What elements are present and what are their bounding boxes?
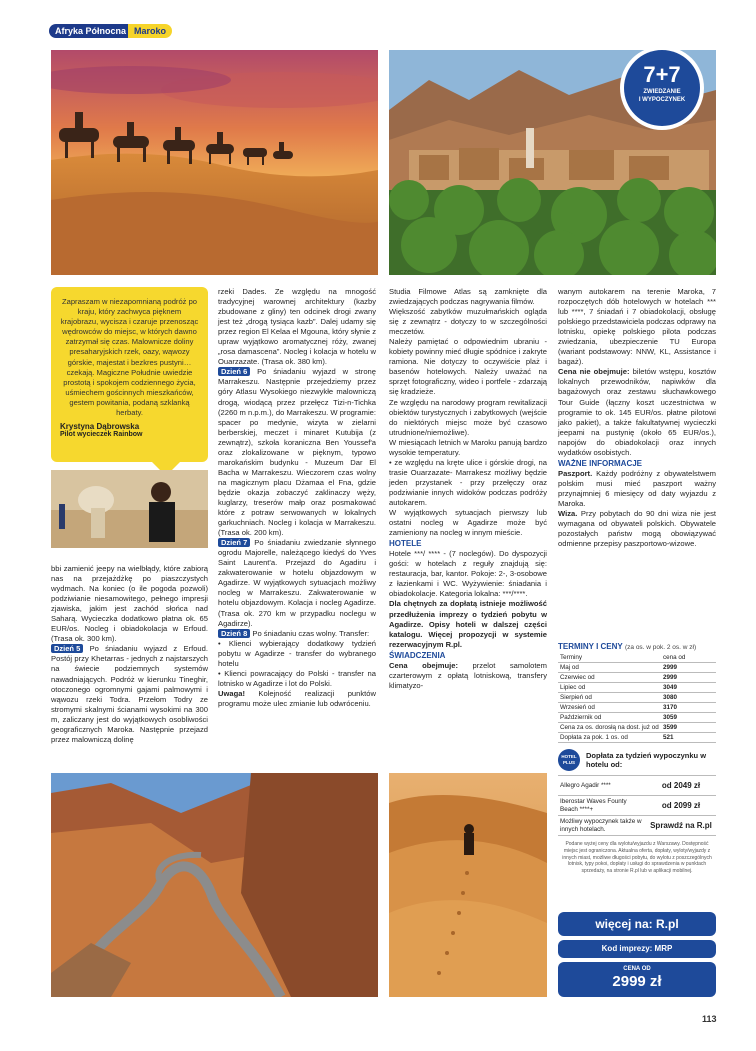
day-7-label: Dzień 7: [218, 538, 250, 547]
table-row: [558, 673, 716, 683]
price-from-box[interactable]: [558, 962, 716, 997]
row-term: Czerwiec od: [558, 673, 661, 683]
table-row: [558, 723, 716, 733]
photo-winding-road: [51, 773, 378, 997]
col2-paragraph-4: Po śniadaniu czas wolny. Transfer:: [252, 628, 370, 638]
price-table-title: TERMINY I CENY (za os. w pok. 2 os. w zł): [558, 642, 697, 651]
uwaga-text: Kolejność realizacji punktów programu może ulec zmianie lub odwróceniu.: [218, 688, 376, 708]
row-price: 3599: [661, 723, 716, 733]
services-heading: ŚWIADCZENIA: [389, 650, 446, 660]
row-term: Październik od: [558, 713, 661, 723]
important-info-heading: WAŻNE INFORMACJE: [558, 458, 642, 468]
day-6-label: Dzień 6: [218, 367, 250, 376]
row-term: Wrzesień od: [558, 703, 661, 713]
price-from-label: CENA OD: [623, 966, 651, 972]
guide-name: Krystyna Dąbrowska: [60, 422, 140, 432]
table-row: [558, 703, 716, 713]
price-table-note: (za os. w pok. 2 os. w zł): [624, 644, 697, 651]
row-price: 2999: [661, 673, 716, 683]
row-term: Dopłata za pok. 1 os. od: [558, 733, 661, 743]
breadcrumb-region[interactable]: Afryka Północna: [49, 24, 130, 38]
hotel-price: od 2099 zł: [661, 801, 701, 811]
table-row: [558, 713, 716, 723]
more-info-button[interactable]: więcej na: R.pl: [558, 912, 716, 936]
guide-quote: [51, 287, 208, 462]
col3-paragraph-5: W miesiącach letnich w Maroku panują bardzo wysokie temperatury.: [389, 437, 547, 457]
extension-header: [558, 749, 716, 776]
hotel-name: Allegro Agadir ****: [560, 781, 611, 789]
row-term: Cena za os. dorosłą na dost. już od: [558, 723, 661, 733]
header-price: cena od: [661, 653, 716, 663]
hotel-price: od 2049 zł: [661, 781, 701, 791]
row-term: Lipiec od: [558, 683, 661, 693]
row-price: 2999: [661, 663, 716, 673]
col3-paragraph-6: • ze względu na kręte ulice i górskie drogi, na trasie Ouarzazate- Marrakesz możliwy będzie jeden przystanek - przy przełęczy oraz podziwianie innych widoków podczas podróży autokarem.: [389, 457, 547, 507]
tour-type-badge: [620, 46, 704, 130]
uwaga-label: Uwaga!: [218, 688, 246, 698]
hotel-row: [558, 796, 716, 816]
row-term: Maj od: [558, 663, 661, 673]
col2-bullet-1: • Klienci wybierający dodatkowy tydzień pobytu w Agadirze - transfer do wybranego hotelu: [218, 638, 376, 668]
price-excludes-label: Cena nie obejmuje:: [558, 367, 630, 377]
tour-code-label: Kod imprezy: MRP: [558, 940, 716, 958]
column-2: [218, 287, 376, 709]
price-excludes-text: biletów wstępu, kosztów lokalnych przewodników, napiwków dla bagażowych oraz zestawu słuchawkowego Tour Guide (łączny koszt uczestnictwa w programie to ok. 145 EUR/os. płatne pilotowi jako pakiet), a także fakultatywnej wycieczki jeepami na pustynię (około 65 EUR/os.), napojów do obiadokolacji oraz innych wydatków osobistych.: [558, 367, 716, 457]
row-term: Sierpień od: [558, 693, 661, 703]
col3-paragraph-3: Należy pamiętać o odpowiednim ubraniu - kobiety powinny mieć długie spódnice i zakryte ramiona. Nie dotyczy to oczywiście plaż i basenów hotelowych. Należy uważać na sprzęt fotograficzny, wideo i portfele - zdarzają się kradzieże.: [389, 337, 547, 397]
col2-paragraph-2: Po śniadaniu wyjazd w stronę Marrakeszu. Następnie przejedziemy przez góry Atlasu Wysokiego niezwykłe malowniczą drogą, wiodącą przez przełęcz Tizi-n-Tichka (2260 m n.p.m.), do Marrakeszu. W programie: spacer po medynie, wizyta w zielarni berberskiej, meczet i minaret Kutubija (z zewnątrz), szkoła koraniczna Ben Youssef'a oraz zlokalizowane w pięknym, typowo marokańskim budynku - Muzeum Dar El Bacha w Marrakeszu. Wieczorem czas wolny na magicznym placu Dżamaa el Fna, gdzie będzie okazja zobaczyć zaklinaczy węży, kuglarzy, treserów małp oraz posmakować które z potraw serwowanych w lokalnych garkuchniach. Nocleg i kolacja w Marrakeszu. (Trasa ok. 200 km).: [218, 367, 376, 538]
col2-paragraph-3: Po śniadaniu zwiedzanie słynnego ogrodu Majorelle, należącego kiedyś do Yves Saint Laurent'a. Przejazd do Agadiru i zakwaterowanie w hotelu objazdowym w Agadirze. W wyjątkowych sytuacjach możliwy nocleg w Marrakeszu. Zakwaterowanie w hotelu objazdowym. Kolacja i nocleg Agadirze. (Trasa ok. 270 km w przypadku noclegu w Agadirze).: [218, 538, 376, 628]
table-row: [558, 693, 716, 703]
column-4: [558, 287, 716, 549]
extension-title: Dopłata za tydzień wypoczynku w hotelu od:: [586, 751, 707, 770]
col3-paragraph-1: Studia Filmowe Atlas są zamknięte dla zwiedzających podczas nagrywania filmów.: [389, 287, 547, 307]
row-price: 521: [661, 733, 716, 743]
col3-paragraph-2: Większość zabytków muzułmańskich ogląda się z zewnątrz - dotyczy to w szczególności meczetów.: [389, 307, 547, 337]
day-8-label: Dzień 8: [218, 629, 250, 638]
row-price: 3080: [661, 693, 716, 703]
passport-label: Paszport.: [558, 468, 593, 478]
header-term: Terminy: [558, 653, 661, 663]
col3-paragraph-8: Hotele ***/ **** - (7 noclegów). Do dyspozycji gości: w hotelach z reguły znajdują się: restauracja, bar, kantor. Pokoje: 2-, 3-osobowe z łazienkami i WC. Wyżywienie: śniadania i obiadokolacje. Kategoria lokalna: ***/****.: [389, 549, 547, 599]
col4-paragraph-1: wanym autokarem na terenie Maroka, 7 rozpoczętych dób hotelowych w hotelach *** lub ****, 7 śniadań i 7 obiadokolacji, obsługę polskiego przedstawiciela podczas odprawy na lotnisku, opiekę polskiego pilota podczas zwiedzania, ubezpieczenie TU Europa (wariant podstawowy: NNW, KL, Assistance i bagaż).: [558, 287, 716, 367]
col1-paragraph-2: Po śniadaniu wyjazd z Erfoud. Postój przy Khetarras - jednych z najstarszych na świecie podziemnych systemów nawadniających. Podróż w kierunku Tineghir, otoczonego ogromnymi gajami palmowymi i wąwozu rzeki Todra. Przełom Todry ze stromymi skalnymi ścianami wysokimi na 300 m, zaliczany jest do wyjątkowych osobliwości geograficznych Maroka. Następnie przejazd przez malowniczą dolinę: [51, 644, 208, 744]
col1-paragraph-1: bbi zamienić jeepy na wielbłądy, które zabiorą nas na przejażdżkę po piaszczystych wydmach. Na koniec (o ile pogoda pozwoli) podziwianie niesamowitego, pełnego impresji zjawiska, jakim jest zachód słońca nad Saharą. Wycieczka dodatkowo płatna ok. 65 EUR/os. Nocleg i obiadokolacja w Erfoud. (Trasa ok. 300 km).: [51, 564, 208, 644]
price-includes-label: Cena obejmuje:: [389, 660, 458, 670]
row-price: 3059: [661, 713, 716, 723]
visa-label: Wiza.: [558, 509, 578, 519]
hotel-row: [558, 776, 716, 796]
column-1: [51, 564, 208, 745]
badge-small-1: ZWIEDZANIE: [643, 89, 681, 95]
breadcrumb-country[interactable]: Maroko: [128, 24, 172, 38]
photo-guide-with-camel: [51, 470, 208, 548]
price-table: [558, 642, 716, 875]
row-price: 3170: [661, 703, 716, 713]
col2-bullet-2: • Klienci powracający do Polski - transfer na lotnisko w Agadirze i lot do Polski.: [218, 668, 376, 688]
visa-text: Przy pobytach do 90 dni wiza nie jest wymagana od obywateli polskich. Obywatele pozostałych państw mogą obowiązywać odmienne przepisy paszportowo-wizowe.: [558, 509, 716, 549]
col3-paragraph-7: W wyjątkowych sytuacjach pierwszy lub ostatni nocleg w Agadirze może być zamieniony na nocleg w innym mieście.: [389, 508, 547, 538]
photo-camel-caravan: [51, 50, 378, 275]
hotel-plus-badge: HOTEL PLUS: [558, 749, 580, 771]
badge-small-2: I WYPOCZYNEK: [638, 97, 686, 103]
hotel-name: Możliwy wypoczynek także w innych hotelach.: [560, 817, 642, 833]
day-5-label: Dzień 5: [51, 644, 83, 653]
price-rows: [558, 653, 716, 743]
hotel-name: Iberostar Waves Founty Beach ****+: [560, 797, 627, 813]
photo-desert-walker: [389, 773, 547, 997]
passport-text: Każdy podróżny z obywatelstwem polskim musi mieć paszport ważny przynajmniej 6 miesięcy od daty wyjazdu z Maroka.: [558, 468, 716, 508]
hotel-row: [558, 816, 716, 836]
badge-big: 7+7: [643, 62, 681, 87]
guide-role: Pilot wycieczek Rainbow: [60, 431, 143, 439]
hotels-heading: HOTELE: [389, 539, 422, 549]
quote-text: Zapraszam w niezapomnianą podróż po kraju, który zachwyca pięknem krajobrazu, wycisza i czaruje przenosząc wędrowców do miejsc, w których dawno zatrzymał się czas. Malownicze doliny presaharyjskich rzek, oazy, wąwozy górskie, majestat i bezkres pustyni… czekają. Magiczne Południe uwiedzie prostotą i spokojem codziennego życia, uśmiechem gościnnych mieszkańców, gestem powitania, podaną szklanką herbaty.: [60, 297, 199, 418]
price-from-value: 2999 zł: [612, 973, 662, 990]
page-number: 113: [702, 1014, 717, 1024]
col2-paragraph-1: rzeki Dades. Ze względu na mnogość tradycyjnej warownej architektury (kazby zbudowane z gliny) ten odcinek drogi zwany jest też „drogą tysiąca kazb”. Dalej udamy się przez region El Kelaa el Mgouna, który słynie z upraw wyjątkowo aromatycznej róży, zwanej „rosa damascena”. Nocleg i kolacja w hotelu w Ouarzazate. (Trasa ok. 380 km).: [218, 287, 376, 367]
col3-paragraph-4: Ze względu na narodowy program rewitalizacji obiektów turystycznych i zabytkowych (wejście do niektórych miejsc może być czasowo utrudnione/niemożliwe).: [389, 397, 547, 437]
col3-extension-note: Dla chętnych za dopłatą istnieje możliwość przedłużenia imprezy o tydzień pobytu w Agadirze. Opisy hoteli w dalszej części katalogu. Więcej propozycji w systemie rezerwacyjnym R.pl.: [389, 599, 547, 649]
column-3: [389, 287, 547, 691]
price-footnote: Podane wyżej ceny dla wylotu/wyjazdu z Warszawy. Dostępność miejsc jest ograniczona. Aktualna oferta, dopłaty, wyloty/wyjazdy z innych miast, możliwe długości pobytu, do wylotu z poszczególnych lotnisk, typy pokoi, dopłaty i usługi do sprawdzenia w punktach sprzedaży, na stronie R.pl lub w aplikacji mobilnej.: [562, 841, 712, 875]
table-row: [558, 663, 716, 673]
price-includes-text: przelot samolotem czarterowym z opłatą lotniskową, transfery klimatyzo-: [389, 660, 547, 690]
row-price: 3049: [661, 683, 716, 693]
hotel-price[interactable]: Sprawdź na R.pl: [650, 821, 712, 831]
table-row: [558, 733, 716, 743]
table-header-row: [558, 653, 716, 663]
table-row: [558, 683, 716, 693]
